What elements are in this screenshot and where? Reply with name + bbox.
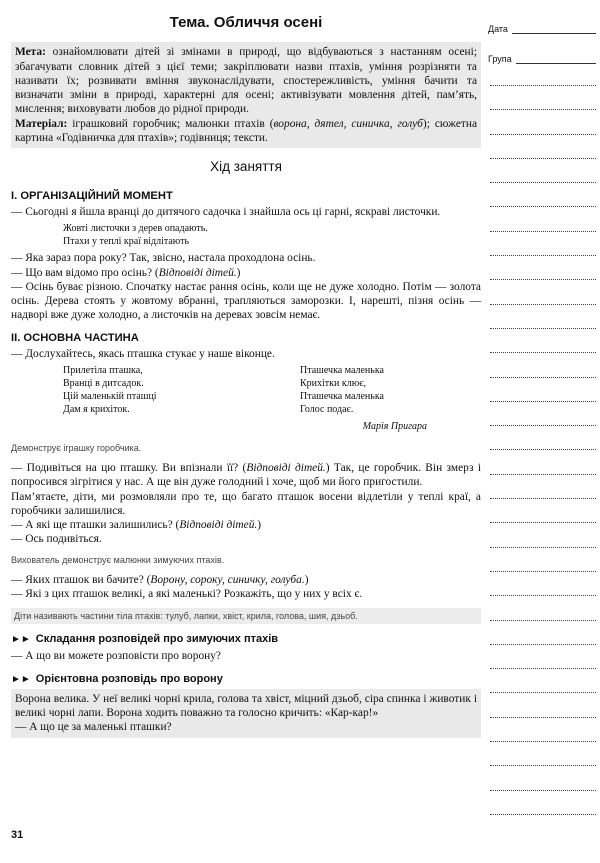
paragraph: — Ось подивіться. [11, 533, 102, 546]
text: ) [257, 519, 262, 532]
page-number: 31 [11, 829, 24, 841]
note-line [490, 206, 596, 207]
material-paragraph [15, 117, 477, 146]
note-line [490, 620, 596, 621]
note-lines [490, 85, 596, 838]
text: — Подивіться на цю пташку. Ви впізнали її? ( [11, 461, 247, 474]
poem-line: Цій маленькій пташці [63, 391, 157, 403]
lesson-content [11, 16, 481, 738]
poem-line: Голос подає. [300, 404, 354, 416]
material-text-end: ); сюжетна картина «Годівничка для птахів»; годівниця; тексти. [15, 117, 478, 145]
paragraph: — Які з цих пташок великі, а які маленькі? Розкажіть, що у них у всіх є. [11, 588, 363, 601]
poem-bird [63, 364, 481, 416]
date-line [512, 24, 596, 34]
poem-column-1 [63, 364, 300, 416]
poem-line: Крихітки клює, [300, 378, 366, 390]
paragraph: Ворона велика. У неї великі чорні крила, голова та хвіст, міцний дзьоб, сіра спинка і животик і великі чорні лапи. Ворона ходить поважно та голосно кричить: «Кар-кар!» [15, 692, 477, 720]
date-field[interactable] [488, 24, 596, 34]
note-line [490, 717, 596, 718]
page-title: Тема. Обличчя осені [169, 14, 323, 31]
note-line [490, 85, 596, 86]
margin-notes [488, 24, 596, 84]
paragraph [11, 573, 481, 587]
goal-text: ознайомлювати дітей зі змінами в природі, що відбуваються з настанням осені; збагачувати словник дітей з цієї теми; закріплювати назви птахів, уміння розрізняти та називати їх; розвивати вміння звуконаслідувати, спостережливість, уміння бачити та визначати зміни в природі, характерні для осені; активізувати мовлення дітей, пам’ять, мислення; виховувати любов до рідної природи. [15, 46, 477, 116]
note-line [490, 328, 596, 329]
note-line [490, 134, 596, 135]
double-arrow-icon: ►► [11, 673, 31, 685]
poem-line: Пташечка маленька [300, 365, 384, 377]
paragraph: — Дослухайтесь, якась пташка стукає у наше віконце. [11, 348, 275, 361]
double-arrow-icon: ►► [11, 633, 31, 645]
section-heading-organizational: I. ОРГАНІЗАЦІЙНИЙ МОМЕНТ [11, 189, 173, 202]
material-text: іграшковий горобчик; малюнки птахів ( [67, 117, 274, 130]
teacher-note: Вихователь демонструє малюнки зимуючих птахів. [11, 554, 225, 565]
lesson-course-heading: Хід заняття [210, 159, 282, 175]
text: ) [236, 266, 241, 279]
note-line [490, 401, 596, 402]
date-label: Дата [488, 24, 508, 34]
group-line [516, 54, 596, 64]
note-line [490, 644, 596, 645]
paragraph: — Сьогодні я йшла вранці до дитячого садочка і знайшла ось ці гарні, яскраві листочки. [11, 205, 441, 218]
paragraph: — А що це за маленькі пташки? [15, 721, 172, 734]
text-italic: Відповіді дітей. [158, 266, 237, 279]
note-line [490, 425, 596, 426]
note-line [490, 449, 596, 450]
material-label: Матеріал: [15, 117, 68, 130]
subheading-stories [11, 632, 481, 647]
note-line [490, 790, 596, 791]
note-line [490, 304, 596, 305]
note-line [490, 668, 596, 669]
note-line [490, 741, 596, 742]
note-line [490, 522, 596, 523]
paragraph [11, 461, 481, 490]
poem-column-2 [300, 364, 384, 416]
material-italic: ворона, дятел, синичка, голуб [273, 117, 423, 130]
paragraph: — Осінь буває різною. Спочатку настає рання осінь, коли ще не дуже холодно. Потім — золота осінь. Дерева стоять у жовтому вбранні, трапляються заморозки. І, нарешті, пізня осінь — надворі вже дуже холодно, а листочків на деревах зовсім немає. [11, 280, 481, 322]
poem-author: Марія Пригара [362, 421, 427, 433]
text: ) [304, 574, 309, 587]
subheading-text: Орієнтовна розповідь про ворону [35, 672, 223, 685]
note-line [490, 814, 596, 815]
note-line [490, 377, 596, 378]
text-italic: Відповіді дітей. [246, 461, 326, 474]
subheading-text: Складання розповідей про зимуючих птахів [35, 632, 279, 645]
note-line [490, 352, 596, 353]
poem-leaves [63, 222, 481, 248]
text: — Що вам відомо про осінь? ( [11, 266, 159, 279]
children-note: Діти називають частини тіла птахів: тулуб, лапки, хвіст, крила, голова, шия, дзьоб. [11, 608, 481, 624]
note-line [490, 765, 596, 766]
note-line [490, 231, 596, 232]
poem-line: Пташечка маленька [300, 391, 384, 403]
text: ) Так, це горобчик. Він змерз і попросився зігрітися у нас. А ще він дуже голодний і хоче, щоб ми його пригостили. [11, 461, 481, 489]
paragraph: Пам’ятаєте, діти, ми розмовляли про те, що багато пташок восени відлетіли у теплі краї, а горобчики залишилися. [11, 490, 481, 517]
note-line [490, 547, 596, 548]
paragraph [11, 518, 481, 532]
note-line [490, 595, 596, 596]
paragraph [11, 266, 481, 280]
intro-box [11, 42, 481, 148]
goal-label: Мета: [15, 46, 46, 59]
note-line [490, 498, 596, 499]
teacher-note: Демонструє іграшку горобчика. [11, 442, 142, 453]
text-italic: Ворону, сороку, синичку, голуба. [150, 574, 305, 587]
note-line [490, 571, 596, 572]
crow-story-box [11, 689, 481, 738]
text: — А які ще пташки залишились? ( [11, 519, 180, 532]
note-line [490, 474, 596, 475]
paragraph: — А що ви можете розповісти про ворону? [11, 650, 221, 663]
note-line [490, 692, 596, 693]
poem-line: Дам я крихіток. [63, 404, 130, 416]
poem-line: Жовті листочки з дерев опадають. [63, 223, 208, 235]
poem-line: Прилетіла пташка, [63, 365, 143, 377]
goal-paragraph [15, 45, 477, 116]
group-label: Група [488, 54, 512, 64]
note-line [490, 158, 596, 159]
group-field[interactable] [488, 54, 596, 64]
section-heading-main: II. ОСНОВНА ЧАСТИНА [11, 331, 139, 344]
note-line [490, 182, 596, 183]
note-line [490, 109, 596, 110]
subheading-crow-story [11, 672, 481, 687]
text-italic: Відповіді дітей. [179, 519, 258, 532]
paragraph: — Яка зараз пора року? Так, звісно, настала проходлона осінь. [11, 252, 316, 265]
note-line [490, 279, 596, 280]
poem-line: Птахи у теплі краї відлітають [63, 236, 190, 248]
text: — Яких пташок ви бачите? ( [11, 574, 151, 587]
poem-line: Вранці в дитсадок. [63, 378, 144, 390]
note-line [490, 255, 596, 256]
